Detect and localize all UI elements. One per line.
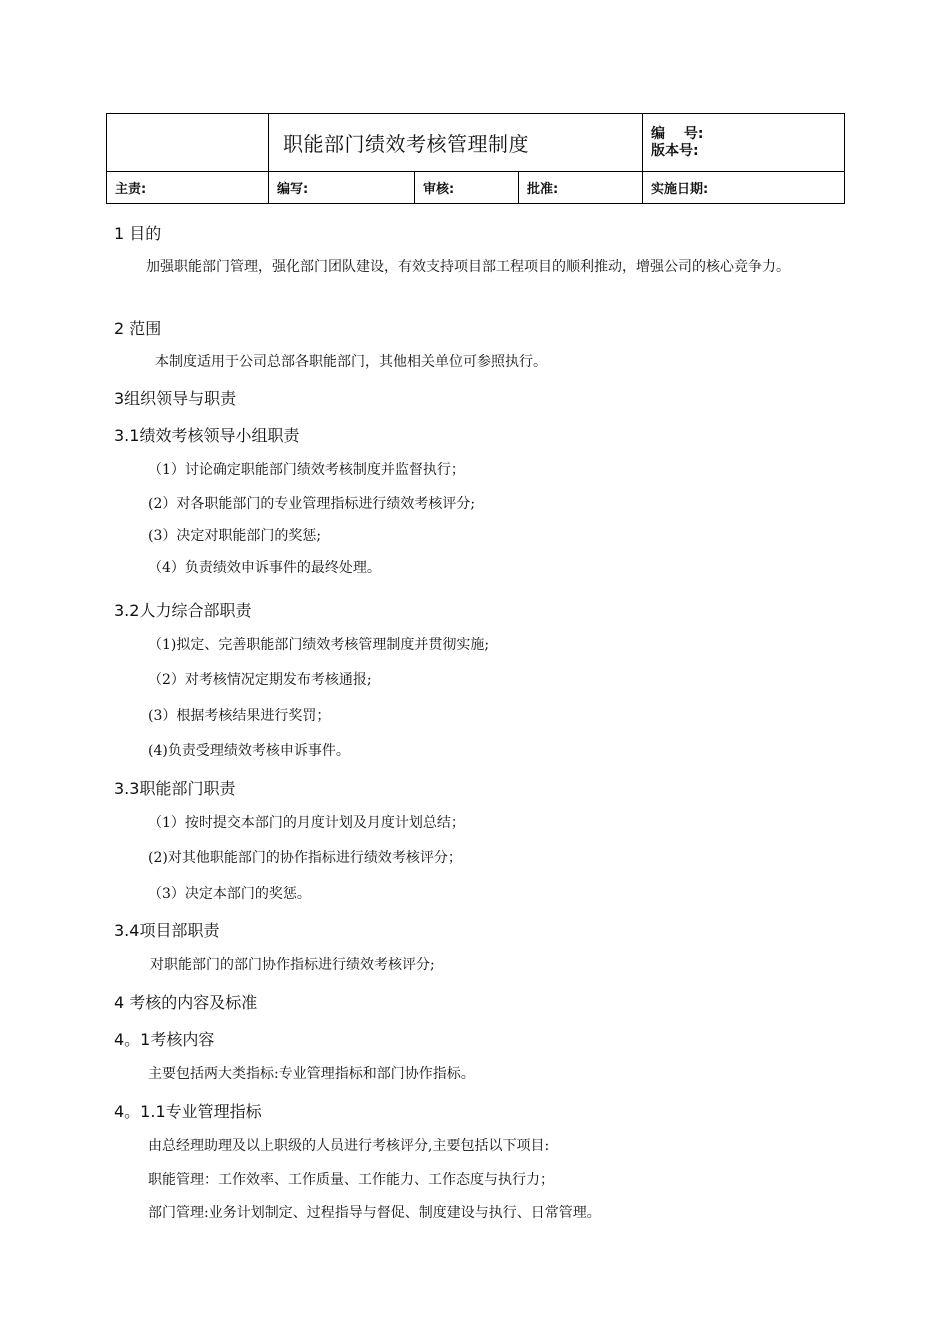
list-item: （1)拟定、完善职能部门绩效考核管理制度并贯彻实施;	[148, 637, 490, 653]
list-item: (2)对其他职能部门的协作指标进行绩效考核评分；	[148, 850, 462, 866]
section-1-text: 加强职能部门管理，强化部门团队建设，有效支持项目部工程项目的顺利推动，增强公司的核心竞争力。	[146, 259, 790, 275]
reviewer-label: 审核:	[415, 172, 519, 204]
section-3-3-heading: 3.3职能部门职责	[114, 779, 236, 798]
list-item: （1）讨论确定职能部门绩效考核制度并监督执行；	[148, 462, 465, 478]
document-title: 职能部门绩效考核管理制度	[269, 114, 643, 172]
logo-cell	[107, 114, 269, 172]
section-2-heading: 2 范围	[114, 319, 162, 338]
paragraph-line: 由总经理助理及以上职级的人员进行考核评分,主要包括以下项目:	[148, 1138, 550, 1154]
section-3-2-heading: 3.2人力综合部职责	[114, 601, 252, 620]
section-4-heading: 4 考核的内容及标准	[114, 993, 258, 1012]
paragraph-line: 职能管理：工作效率、工作质量、工作能力、工作态度与执行力；	[148, 1172, 554, 1188]
section-1-heading: 1 目的	[114, 224, 162, 243]
approver-label: 批准:	[519, 172, 643, 204]
section-4-1-heading: 4。1考核内容	[114, 1030, 215, 1049]
section-3-heading: 3组织领导与职责	[114, 389, 237, 408]
document-number-label: 编 号:	[651, 125, 704, 142]
list-item: (3）根据考核结果进行奖罚；	[148, 708, 331, 724]
paragraph-line: 部门管理:业务计划制定、过程指导与督促、制度建设与执行、日常管理。	[148, 1205, 601, 1221]
list-item: (4)负责受理绩效考核申诉事件。	[148, 743, 350, 759]
list-item: (3）决定对职能部门的奖惩;	[148, 528, 322, 544]
list-item: （4）负责绩效申诉事件的最终处理。	[148, 560, 381, 576]
section-2-text: 本制度适用于公司总部各职能部门，其他相关单位可参照执行。	[155, 354, 547, 370]
section-4-1-1-heading: 4。1.1专业管理指标	[114, 1102, 262, 1121]
section-3-4-heading: 3.4项目部职责	[114, 921, 220, 940]
list-item: （2）对考核情况定期发布考核通报;	[148, 672, 372, 688]
version-number-label: 版本号:	[651, 142, 699, 159]
owner-label: 主责:	[107, 172, 269, 204]
document-meta-cell	[643, 114, 845, 172]
section-3-4-text: 对职能部门的部门协作指标进行绩效考核评分;	[150, 957, 435, 973]
list-item: （1）按时提交本部门的月度计划及月度计划总结；	[148, 815, 465, 831]
section-4-1-text: 主要包括两大类指标:专业管理指标和部门协作指标。	[148, 1066, 475, 1082]
author-label: 编写:	[269, 172, 415, 204]
section-3-1-heading: 3.1绩效考核领导小组职责	[114, 426, 300, 445]
list-item: （3）决定本部门的奖惩。	[148, 886, 311, 902]
document-header-table	[106, 113, 845, 204]
list-item: (2）对各职能部门的专业管理指标进行绩效考核评分;	[148, 496, 476, 512]
effective-date-label: 实施日期:	[643, 172, 845, 204]
